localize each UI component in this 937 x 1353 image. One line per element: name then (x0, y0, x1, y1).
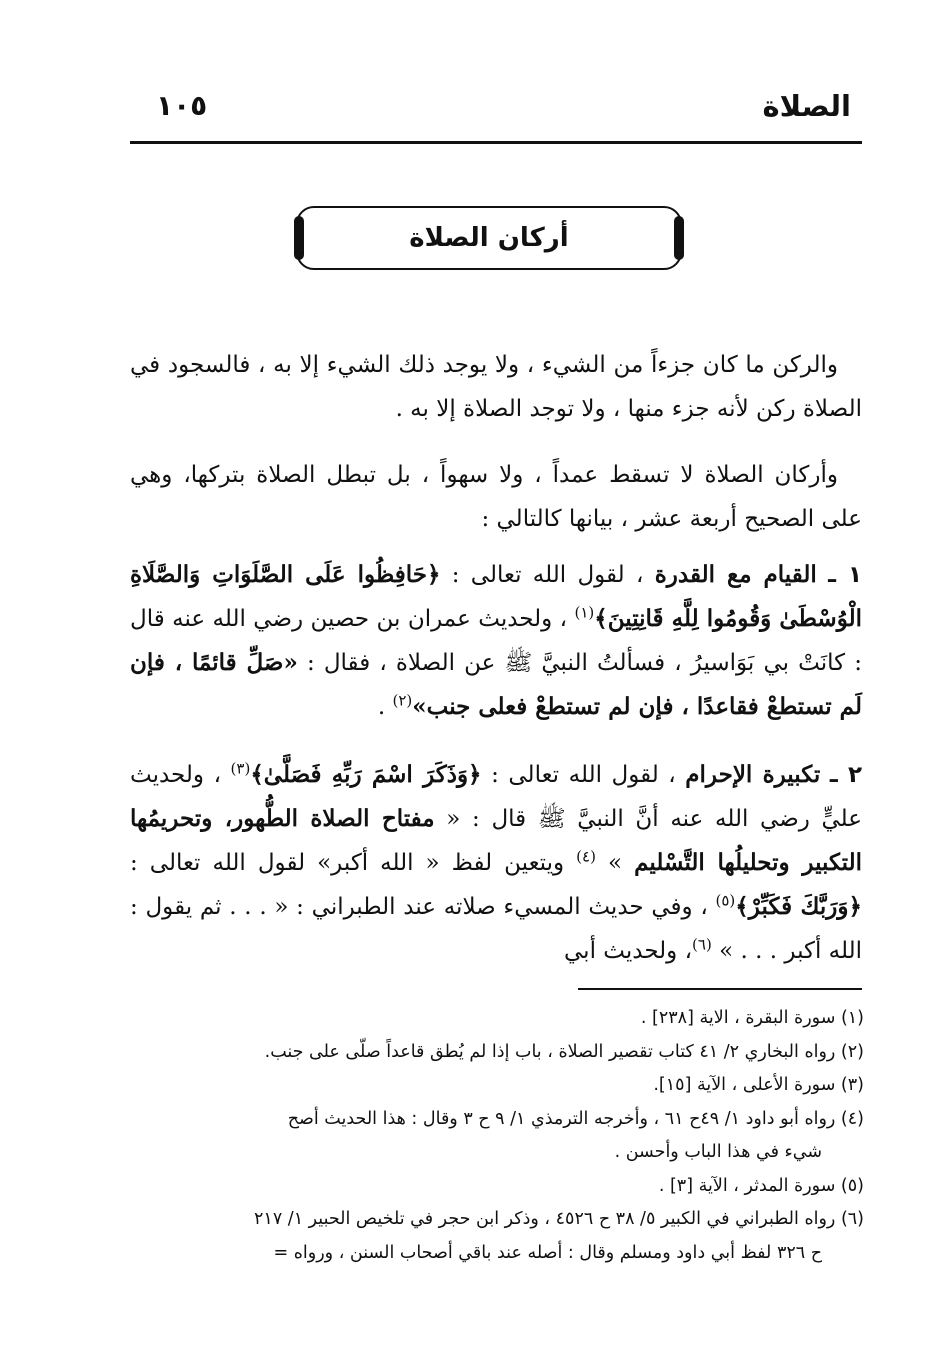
footnote-3: (٣) سورة الأعلى ، الآية [١٥]. (653, 1075, 864, 1095)
hadith-quote: «صَلِّ قائمًا ، فإن لَم تستطعْ فقاعدًا ، فإن لم تستطعْ فعلى جنب» (130, 649, 862, 720)
section-title-frame (296, 206, 682, 270)
quran-verse: ﴿وَرَبَّكَ فَكَبِّرْ﴾ (735, 893, 862, 920)
footnote-ref: (٢) (392, 691, 413, 710)
definition-paragraph: والركن ما كان جزءاً من الشيء ، ولا يوجد ذلك الشيء إلا به ، فالسجود في الصلاة ركن لأنه جزء منها ، ولا توجد الصلاة إلا به . (130, 352, 862, 422)
hadith-quote: مفتاح الصلاة الطُّهور، وتحريمُها التكبير وتحليلُها التَّسْليم (130, 805, 862, 876)
item-text: ، ولحديث عليٍّ رضي الله عنه أنَّ النبيَّ ﷺ قال : « (130, 762, 863, 832)
item-text: ، ولحديث عمران بن حصين رضي الله عنه قال : كانَتْ بي بَوَاسيرُ ، فسألتُ النبيَّ ﷺ عن الصلاة ، فقال : (130, 606, 862, 676)
footnote-ref: (٦) (692, 935, 712, 954)
quran-verse: ﴿وَذَكَرَ اسْمَ رَبِّهِ فَصَلَّىٰ﴾ (250, 761, 482, 788)
item-text: » (595, 850, 635, 876)
item-number: ١ ـ (828, 562, 862, 588)
footnote-1: (١) سورة البقرة ، الاية [٢٣٨] . (640, 1008, 864, 1028)
item-text: ، وفي حديث المسيء صلاته عند الطبراني : « . . . ثم يقول : الله أكبر . . . » (130, 894, 862, 964)
item-text: ويتعين لفظ « الله أكبر» لقول الله تعالى : (130, 850, 577, 876)
item-heading: تكبيرة الإحرام (685, 761, 821, 788)
footnote-2: (٢) رواه البخاري ٢/ ٤١ كتاب تقصير الصلاة ، باب إذا لم يُطق قاعداً صلّى على جنب. (264, 1041, 864, 1062)
running-title: الصلاة (762, 89, 851, 123)
item-text: ، ولحديث أبي (564, 938, 693, 964)
item-text: ، لقول الله تعالى : (440, 562, 655, 588)
footnote-4: (٤) رواه أبو داود ١/ ٤٩ح ٦١ ، وأخرجه الترمذي ١/ ٩ ح ٣ وقال : هذا الحديث أصح (287, 1108, 864, 1129)
pillars-intro-paragraph: وأركان الصلاة لا تسقط عمداً ، ولا سهواً ، بل تبطل الصلاة بتركها، وهي على الصحيح أربعة عشر ، بيانها كالتالي : (130, 462, 862, 532)
footnote-ref: (١) (574, 603, 595, 622)
footnotes (130, 1002, 864, 1270)
footnote-divider (578, 988, 862, 990)
footnote-ref: (٤) (576, 847, 596, 866)
item-text: ، لقول الله تعالى : (481, 762, 686, 788)
pillar-item-2 (130, 753, 862, 973)
footnote-4-continuation: شيء في هذا الباب وأحسن . (614, 1142, 822, 1162)
quran-verse: ﴿حَافِظُوا عَلَى الصَّلَوَاتِ وَالصَّلَاةِ الْوُسْطَىٰ وَقُومُوا لِلَّهِ قَانِتِينَ﴾ (130, 561, 862, 632)
footnote-5: (٥) سورة المدثر ، الآية [٣] . (658, 1175, 864, 1196)
header-divider (130, 141, 862, 144)
item-number: ٢ ـ (829, 762, 863, 788)
section-title: أركان الصلاة (409, 223, 569, 253)
item-text: . (377, 694, 393, 720)
page-number: ١٠٥ (156, 89, 208, 122)
footnote-ref: (٥) (715, 891, 736, 910)
item-heading: القيام مع القدرة (654, 561, 817, 588)
footnote-6: (٦) رواه الطبراني في الكبير ٥/ ٣٨ ح ٤٥٢٦ ، وذكر ابن حجر في تلخيص الحبير ١/ ٢١٧ (254, 1209, 864, 1229)
footnote-ref: (٣) (230, 759, 251, 778)
pillar-item-1 (130, 553, 862, 729)
footnote-6-continuation: ح ٣٢٦ لفظ أبي داود ومسلم وقال : أصله عند باقي أصحاب السنن ، ورواه = (273, 1242, 822, 1263)
